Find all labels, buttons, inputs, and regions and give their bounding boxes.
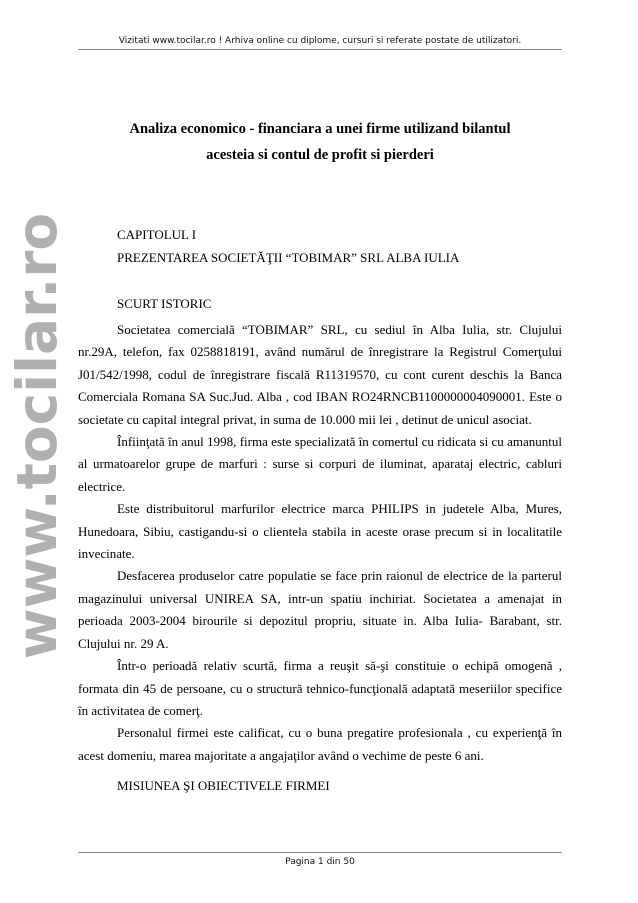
page-number: Pagina 1 din 50 bbox=[285, 857, 355, 867]
document-title-line-1: Analiza economico - financiara a unei firme utilizand bilantul bbox=[129, 121, 511, 137]
paragraph: Într-o perioadă relativ scurtă, firma a reuşit să-şi constituie o echipă omogenă , formata din 45 de persoane, cu o structură tehnico-funcţională adaptată meseriilor specifice în activitatea de comerţ. bbox=[78, 658, 562, 718]
chapter-number: CAPITOLUL I bbox=[117, 227, 197, 242]
watermark: www.tocilar.ro bbox=[5, 212, 69, 660]
paragraph: Este distribuitorul marfurilor electrice marca PHILIPS in judetele Alba, Mures, Hunedoara, Sibiu, castigandu-si o clientela stabila in aceste orase precum si in localitatile invecinate. bbox=[78, 501, 562, 562]
paragraph: Personalul firmei este calificat, cu o buna pregatire profesionala , cu experienţă în acest domeniu, marea majoritate a angajaţilor având o vechime de peste 6 ani. bbox=[78, 725, 562, 763]
section-heading-history: SCURT ISTORIC bbox=[117, 296, 212, 311]
paragraph: Desfacerea produselor catre populatie se face prin raionul de electrice de la parterul magazinului universal UNIREA SA, intr-un spatiu inchiriat. Societatea a amenajat in perioada 2003-2004 birourile si depozitul propriu, situate in. Alba Iulia- Barabant, str. Clujului nr. 29 A. bbox=[78, 568, 562, 651]
section-heading-mission: MISIUNEA ŞI OBIECTIVELE FIRMEI bbox=[117, 778, 330, 793]
footer-divider bbox=[78, 852, 562, 853]
document-title-line-2: acesteia si contul de profit si pierderi bbox=[206, 147, 434, 163]
page-header: Vizitati www.tocilar.ro ! Arhiva online cu diplome, cursuri si referate postate de utilizatori. bbox=[118, 36, 522, 46]
chapter-title: PREZENTAREA SOCIETĂŢII “TOBIMAR” SRL ALBA IULIA bbox=[117, 250, 460, 265]
paragraph: Înfiinţată în anul 1998, firma este specializată în comertul cu ridicata si cu amanuntul al urmatoarelor grupe de marfuri : surse si corpuri de iluminat, aparataj electric, cabluri electrice. bbox=[78, 434, 562, 494]
header-divider bbox=[78, 49, 562, 50]
paragraph: Societatea comercială “TOBIMAR” SRL, cu sediul în Alba Iulia, str. Clujului nr.29A, telefon, fax 0258818191, având numărul de înregistrare la Registrul Comerţului J01/542/1998, codul de înregistrare fiscală R11319570, cu cont curent deschis la Banca Comerciala Romana SA Suc.Jud. Alba , cod IBAN RO24RNCB1100000004090001. Este o societate cu capital integral privat, in suma de 10.000 mii lei , detinut de unicul asociat. bbox=[78, 322, 562, 427]
body-text bbox=[78, 319, 562, 767]
